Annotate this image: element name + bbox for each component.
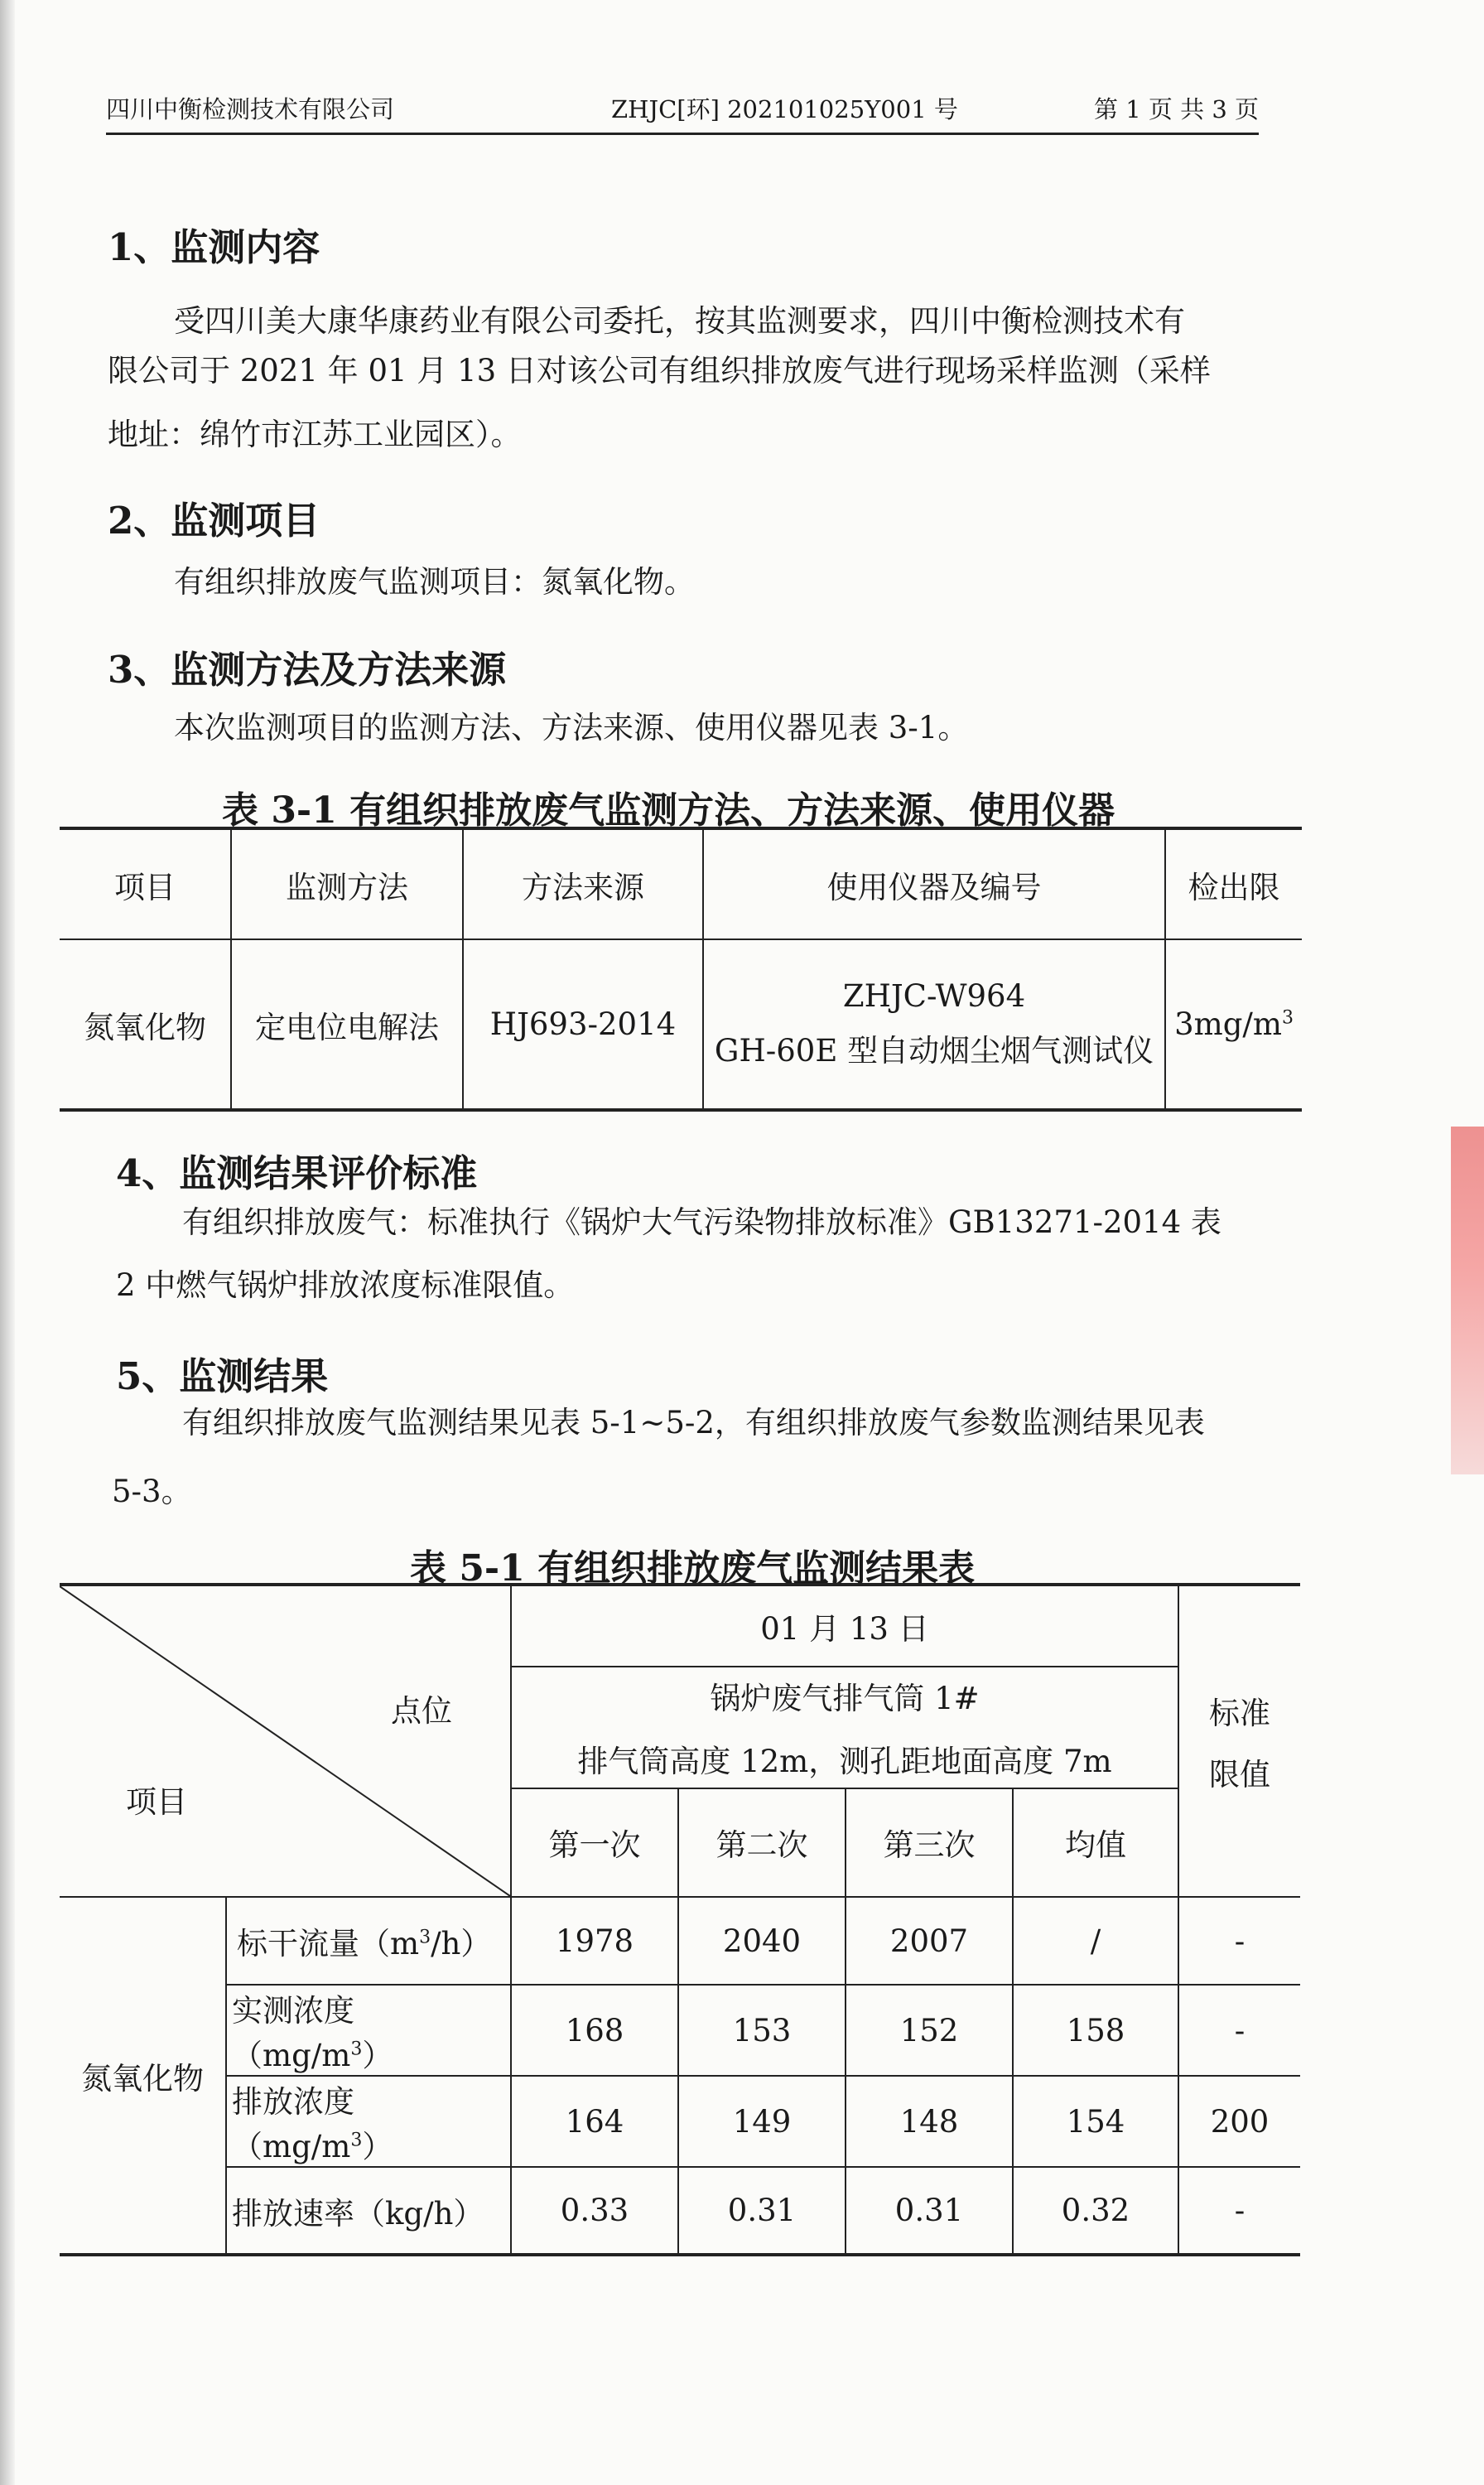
table-cell-value: 2040 <box>678 1897 846 1985</box>
table-cell-instrument <box>703 939 1165 1110</box>
page-header <box>106 83 1259 135</box>
table-header-cell: 监测方法 <box>231 828 463 939</box>
location-line-1: 锅炉废气排气筒 1# <box>710 1681 980 1717</box>
table-header-cell: 方法来源 <box>463 828 703 939</box>
section-1-paragraph-line-1: 受四川美大康华康药业有限公司委托，按其监测要求，四川中衡检测技术有 <box>174 303 1185 339</box>
instrument-code: ZHJC-W964 <box>842 978 1026 1014</box>
section-5-paragraph-line-2: 5-3。 <box>112 1474 192 1509</box>
section-1-paragraph-line-2: 限公司于 2021 年 01 月 13 日对该公司有组织排放废气进行现场采样监测（采样 <box>108 353 1211 388</box>
table-cell-value: 0.33 <box>511 2167 678 2255</box>
table-cell-run: 均值 <box>1013 1788 1178 1897</box>
param-exponent: 3 <box>419 1927 431 1948</box>
location-line-2: 排气筒高度 12m，测孔距地面高度 7m <box>577 1744 1112 1780</box>
table-cell-item: 氮氧化物 <box>60 939 231 1110</box>
section-2-title: 2、监测项目 <box>108 499 320 543</box>
table-cell-value: 148 <box>846 2076 1013 2167</box>
section-5-paragraph-line-1: 有组织排放废气监测结果见表 5-1~5-2，有组织排放废气参数监测结果见表 <box>182 1405 1205 1440</box>
table-cell-detection-limit <box>1165 939 1302 1110</box>
table-row <box>60 2076 1300 2167</box>
table-header-cell: 使用仪器及编号 <box>703 828 1165 939</box>
param-label: 实测浓度（mg/m <box>232 1993 354 2073</box>
table-cell-run: 第二次 <box>678 1788 846 1897</box>
table-cell-param <box>226 1985 511 2076</box>
table-cell-param <box>226 2167 511 2255</box>
section-3-title: 3、监测方法及方法来源 <box>108 648 507 692</box>
table-cell-param <box>226 2076 511 2167</box>
table-cell-location <box>511 1667 1178 1788</box>
section-2-paragraph: 有组织排放废气监测项目：氮氧化物。 <box>174 564 695 600</box>
param-label-tail: /h） <box>431 1926 492 1961</box>
header-report-number: ZHJC[环] 202101025Y001 号 <box>611 95 958 123</box>
table-cell-value: 0.31 <box>678 2167 846 2255</box>
table-3-1-caption: 表 3-1 有组织排放废气监测方法、方法来源、使用仪器 <box>222 789 1115 832</box>
section-1-paragraph-line-3: 地址：绵竹市江苏工业园区）。 <box>108 417 522 452</box>
corner-label-point: 点位 <box>391 1693 452 1729</box>
corner-label-item: 项目 <box>126 1784 187 1820</box>
param-label-tail: ） <box>362 2129 393 2164</box>
table-cell-value: 158 <box>1013 1985 1178 2076</box>
section-4-paragraph-line-2: 2 中燃气锅炉排放浓度标准限值。 <box>116 1267 575 1303</box>
table-cell-value: / <box>1013 1897 1178 1985</box>
table-cell-value: 164 <box>511 2076 678 2167</box>
table-cell-value: 149 <box>678 2076 846 2167</box>
table-row <box>60 1897 1300 1985</box>
detection-limit-value: 3mg/m <box>1174 1006 1282 1042</box>
param-exponent: 3 <box>350 2130 363 2151</box>
header-company: 四川中衡检测技术有限公司 <box>106 95 395 123</box>
table-cell-method: 定电位电解法 <box>231 939 463 1110</box>
table-cell-value: 1978 <box>511 1897 678 1985</box>
section-1-title: 1、监测内容 <box>108 225 320 269</box>
param-exponent: 3 <box>350 2039 363 2060</box>
diagonal-line <box>60 1586 510 1896</box>
table-header-cell: 检出限 <box>1165 828 1302 939</box>
table-cell-standard: 200 <box>1178 2076 1300 2167</box>
red-seal-fragment <box>1451 1127 1484 1474</box>
table-cell-value: 152 <box>846 1985 1013 2076</box>
param-label: 排放浓度（mg/m <box>232 2084 354 2164</box>
param-label-tail: ） <box>362 2038 393 2073</box>
table-cell-source: HJ693-2014 <box>463 939 703 1110</box>
table-cell-value: 2007 <box>846 1897 1013 1985</box>
table-3-1-header-row <box>60 828 1302 939</box>
table-5-1 <box>60 1583 1300 2256</box>
section-3-paragraph: 本次监测项目的监测方法、方法来源、使用仪器见表 3-1。 <box>174 710 969 746</box>
section-5-title: 5、监测结果 <box>116 1354 329 1398</box>
table-3-1 <box>60 827 1302 1112</box>
section-4-title: 4、监测结果评价标准 <box>116 1151 478 1195</box>
table-cell-run: 第三次 <box>846 1788 1013 1897</box>
standard-label-line-2: 限值 <box>1209 1757 1270 1793</box>
param-label: 标干流量（m <box>237 1926 420 1961</box>
instrument-name: GH-60E 型自动烟尘烟气测试仪 <box>714 1033 1154 1069</box>
table-cell-pollutant: 氮氧化物 <box>60 1897 226 2255</box>
table-cell-value: 168 <box>511 1985 678 2076</box>
table-3-1-data-row <box>60 939 1302 1110</box>
table-corner-cell <box>60 1585 511 1897</box>
table-cell-run: 第一次 <box>511 1788 678 1897</box>
table-cell-param <box>226 1897 511 1985</box>
table-cell-standard-label <box>1178 1585 1300 1897</box>
standard-label-line-1: 标准 <box>1209 1696 1270 1731</box>
table-cell-value: 154 <box>1013 2076 1178 2167</box>
param-label: 排放速率（kg/h） <box>232 2195 484 2232</box>
section-4-paragraph-line-1: 有组织排放废气：标准执行《锅炉大气污染物排放标准》GB13271-2014 表 <box>182 1204 1221 1240</box>
table-5-1-caption: 表 5-1 有组织排放废气监测结果表 <box>410 1547 976 1590</box>
table-cell-date: 01 月 13 日 <box>511 1585 1178 1667</box>
detection-limit-exponent: 3 <box>1281 1007 1294 1029</box>
table-cell-value: 0.32 <box>1013 2167 1178 2255</box>
header-page-number: 第 1 页 共 3 页 <box>1094 95 1259 123</box>
table-cell-standard: - <box>1178 2167 1300 2255</box>
table-cell-value: 0.31 <box>846 2167 1013 2255</box>
table-cell-standard: - <box>1178 1985 1300 2076</box>
table-row <box>60 1985 1300 2076</box>
page-binding-shadow <box>0 0 15 2485</box>
table-row <box>60 2167 1300 2255</box>
table-header-cell: 项目 <box>60 828 231 939</box>
table-cell-value: 153 <box>678 1985 846 2076</box>
table-cell-standard: - <box>1178 1897 1300 1985</box>
